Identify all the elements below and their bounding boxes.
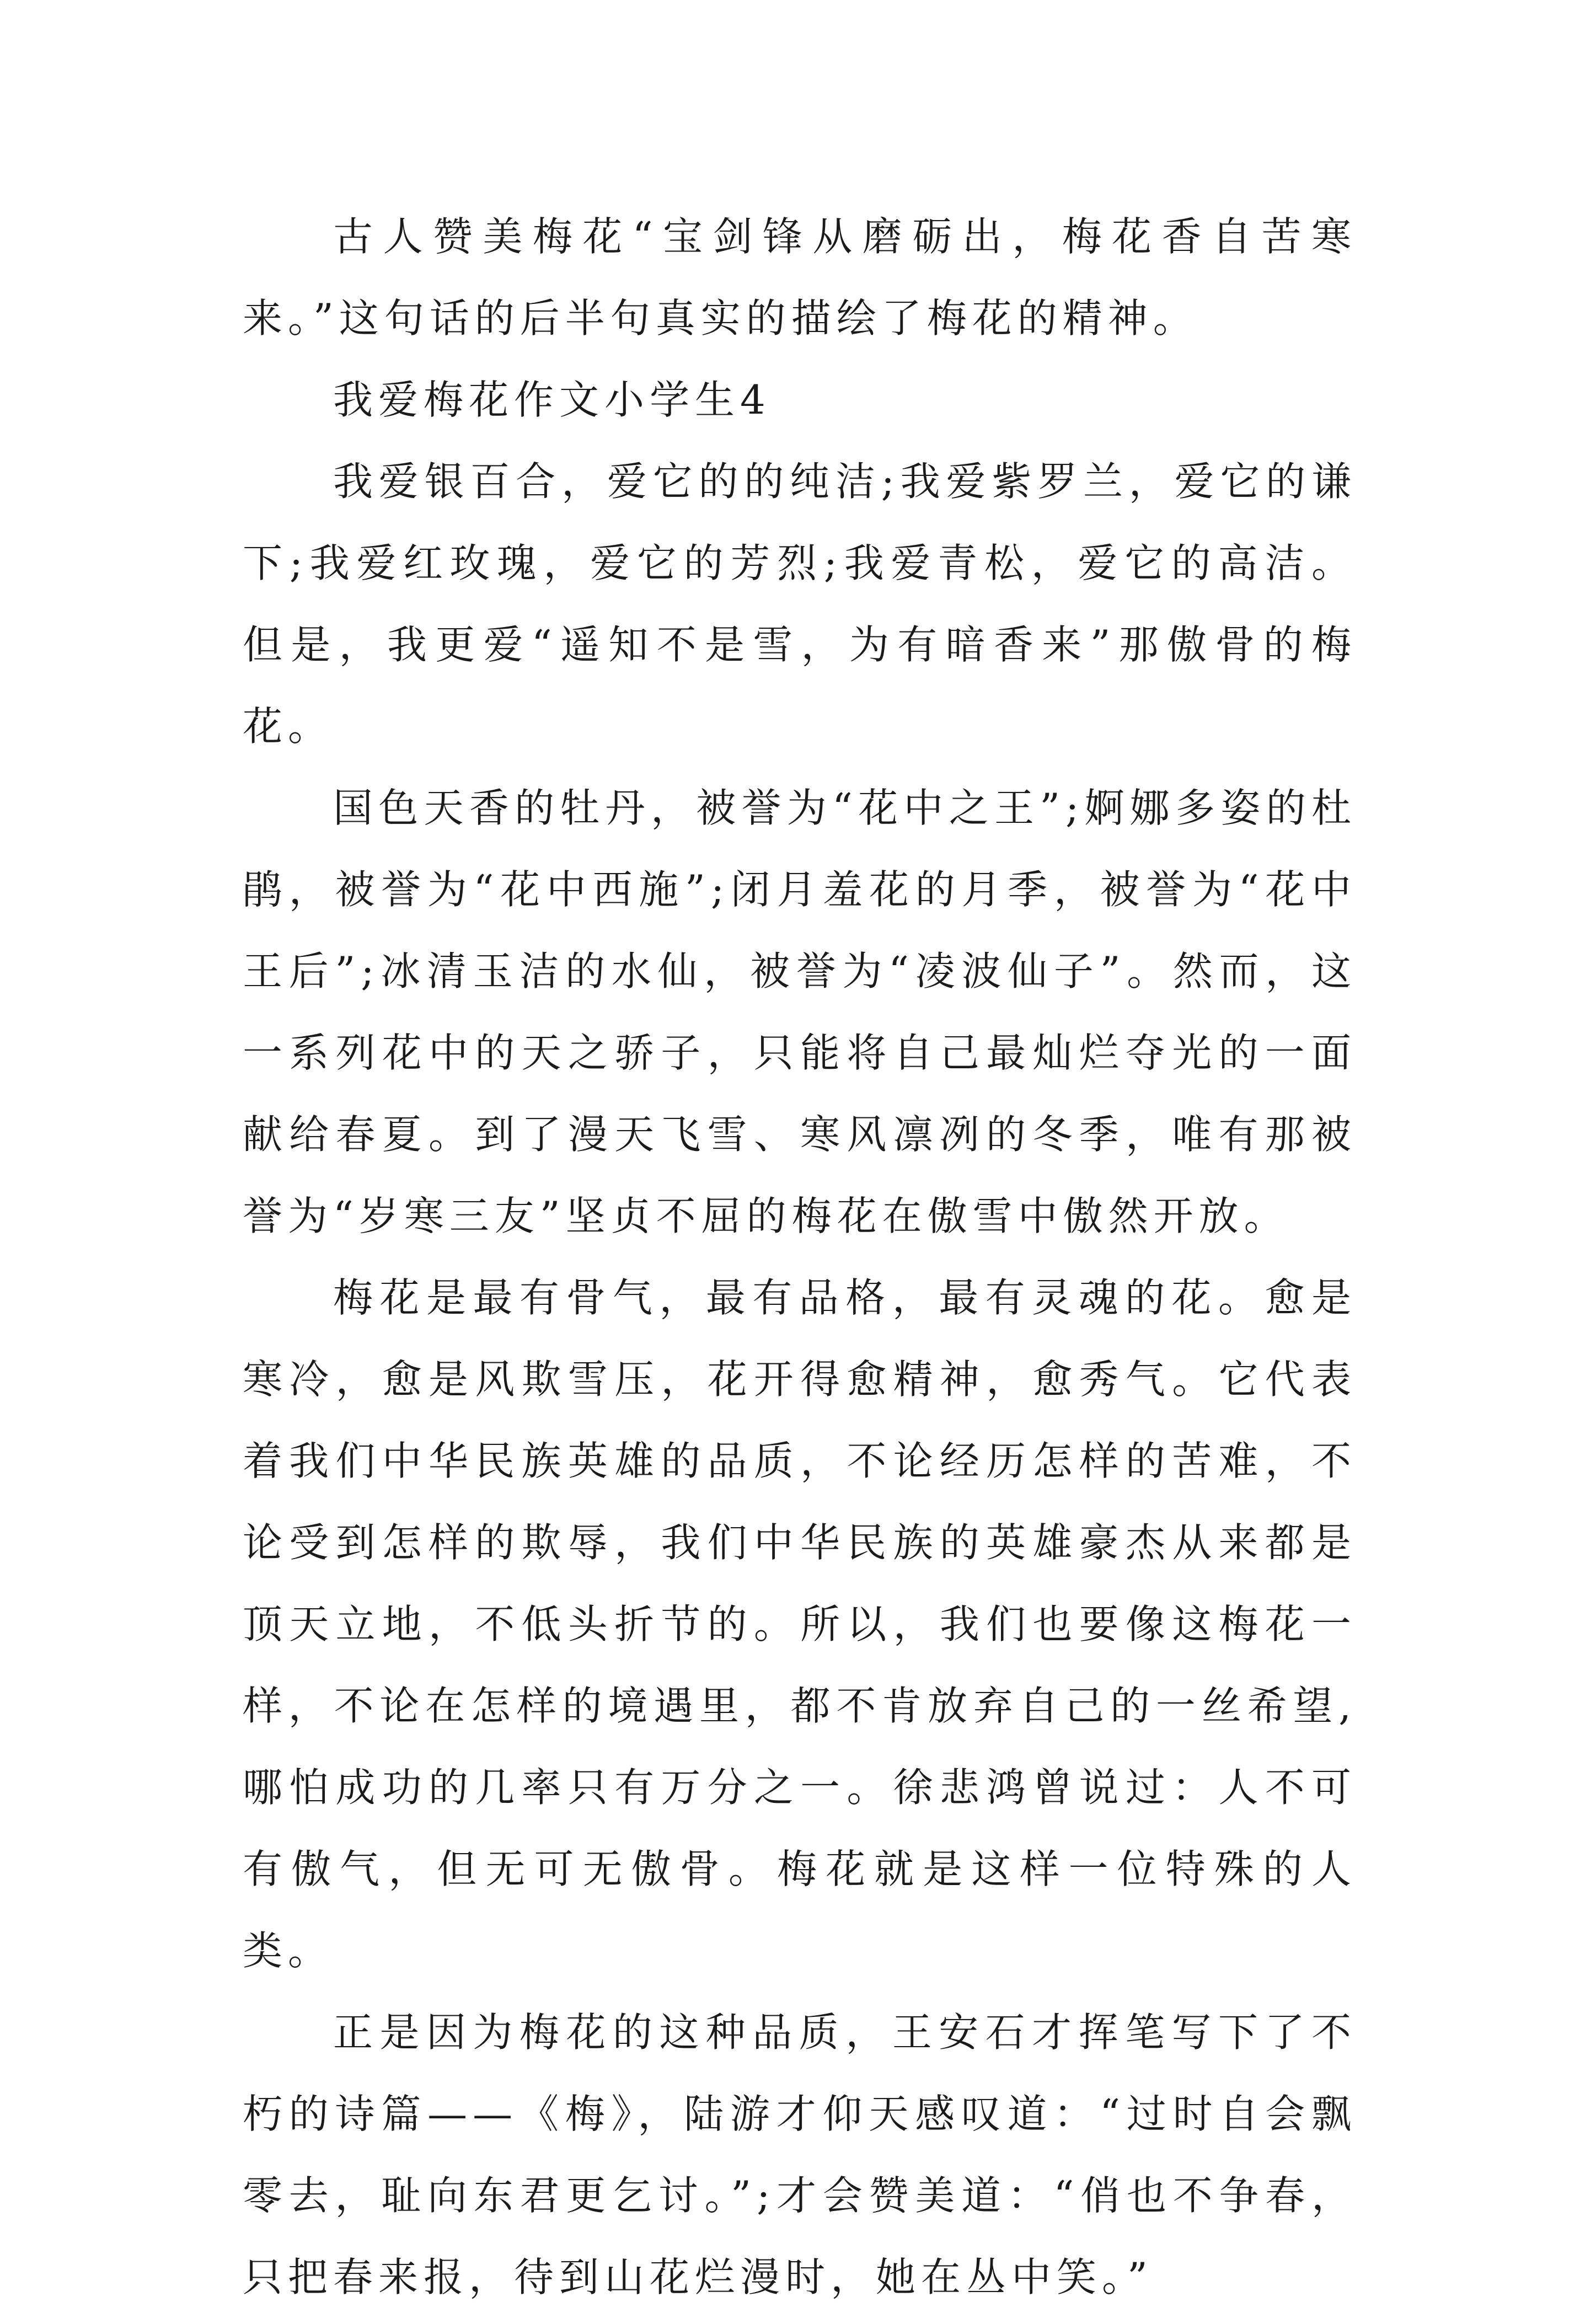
paragraph-plum-spirit: 梅花是最有骨气，最有品格，最有灵魂的花。愈是寒冷，愈是风欺雪压，花开得愈精神，愈秀气。它代表着我们中华民族英雄的品质，不论经历怎样的苦难，不论受到怎样的欺辱，我们中华民族的英雄豪杰从来都是顶天立地，不低头折节的。所以，我们也要像这梅花一样，不论在怎样的境遇里，都不肯放弃自己的一丝希望,哪怕成功的几率只有万分之一。徐悲鸿曾说过：人不可有傲气，但无可无傲骨。梅花就是这样一位特殊的人类。: [243, 1275, 1357, 1974]
paragraph-plum-quote: 古人赞美梅花“宝剑锋从磨砺出，梅花香自苦寒来。”这句话的后半句真实的描绘了梅花的精神。: [243, 213, 1357, 341]
section-title: 我爱梅花作文小学生4: [333, 377, 771, 423]
article-body: [243, 196, 1357, 2318]
paragraph-love-flowers: 我爱银百合，爱它的的纯洁;我爱紫罗兰，爱它的谦下;我爱红玫瑰，爱它的芳烈;我爱青松，爱它的高洁。但是，我更爱“遥知不是雪，为有暗香来”那傲骨的梅花。: [243, 458, 1357, 750]
paragraph-poems: 正是因为梅花的这种品质，王安石才挥笔写下了不朽的诗篇——《梅》，陆游才仰天感叹道：“过时自会飘零去，耻向东君更乞讨。”;才会赞美道：“俏也不争春，只把春来报，待到山花烂漫时，她在丛中笑。”: [243, 2009, 1357, 2300]
paragraph-flower-titles: 国色天香的牡丹，被誉为“花中之王”;婀娜多姿的杜鹃，被誉为“花中西施”;闭月羞花的月季，被誉为“花中王后”;冰清玉洁的水仙，被誉为“凌波仙子”。然而，这一系列花中的天之骄子，只能将自己最灿烂夺光的一面献给春夏。到了漫天飞雪、寒风凛冽的冬季，唯有那被誉为“岁寒三友”坚贞不屈的梅花在傲雪中傲然开放。: [243, 785, 1357, 1239]
